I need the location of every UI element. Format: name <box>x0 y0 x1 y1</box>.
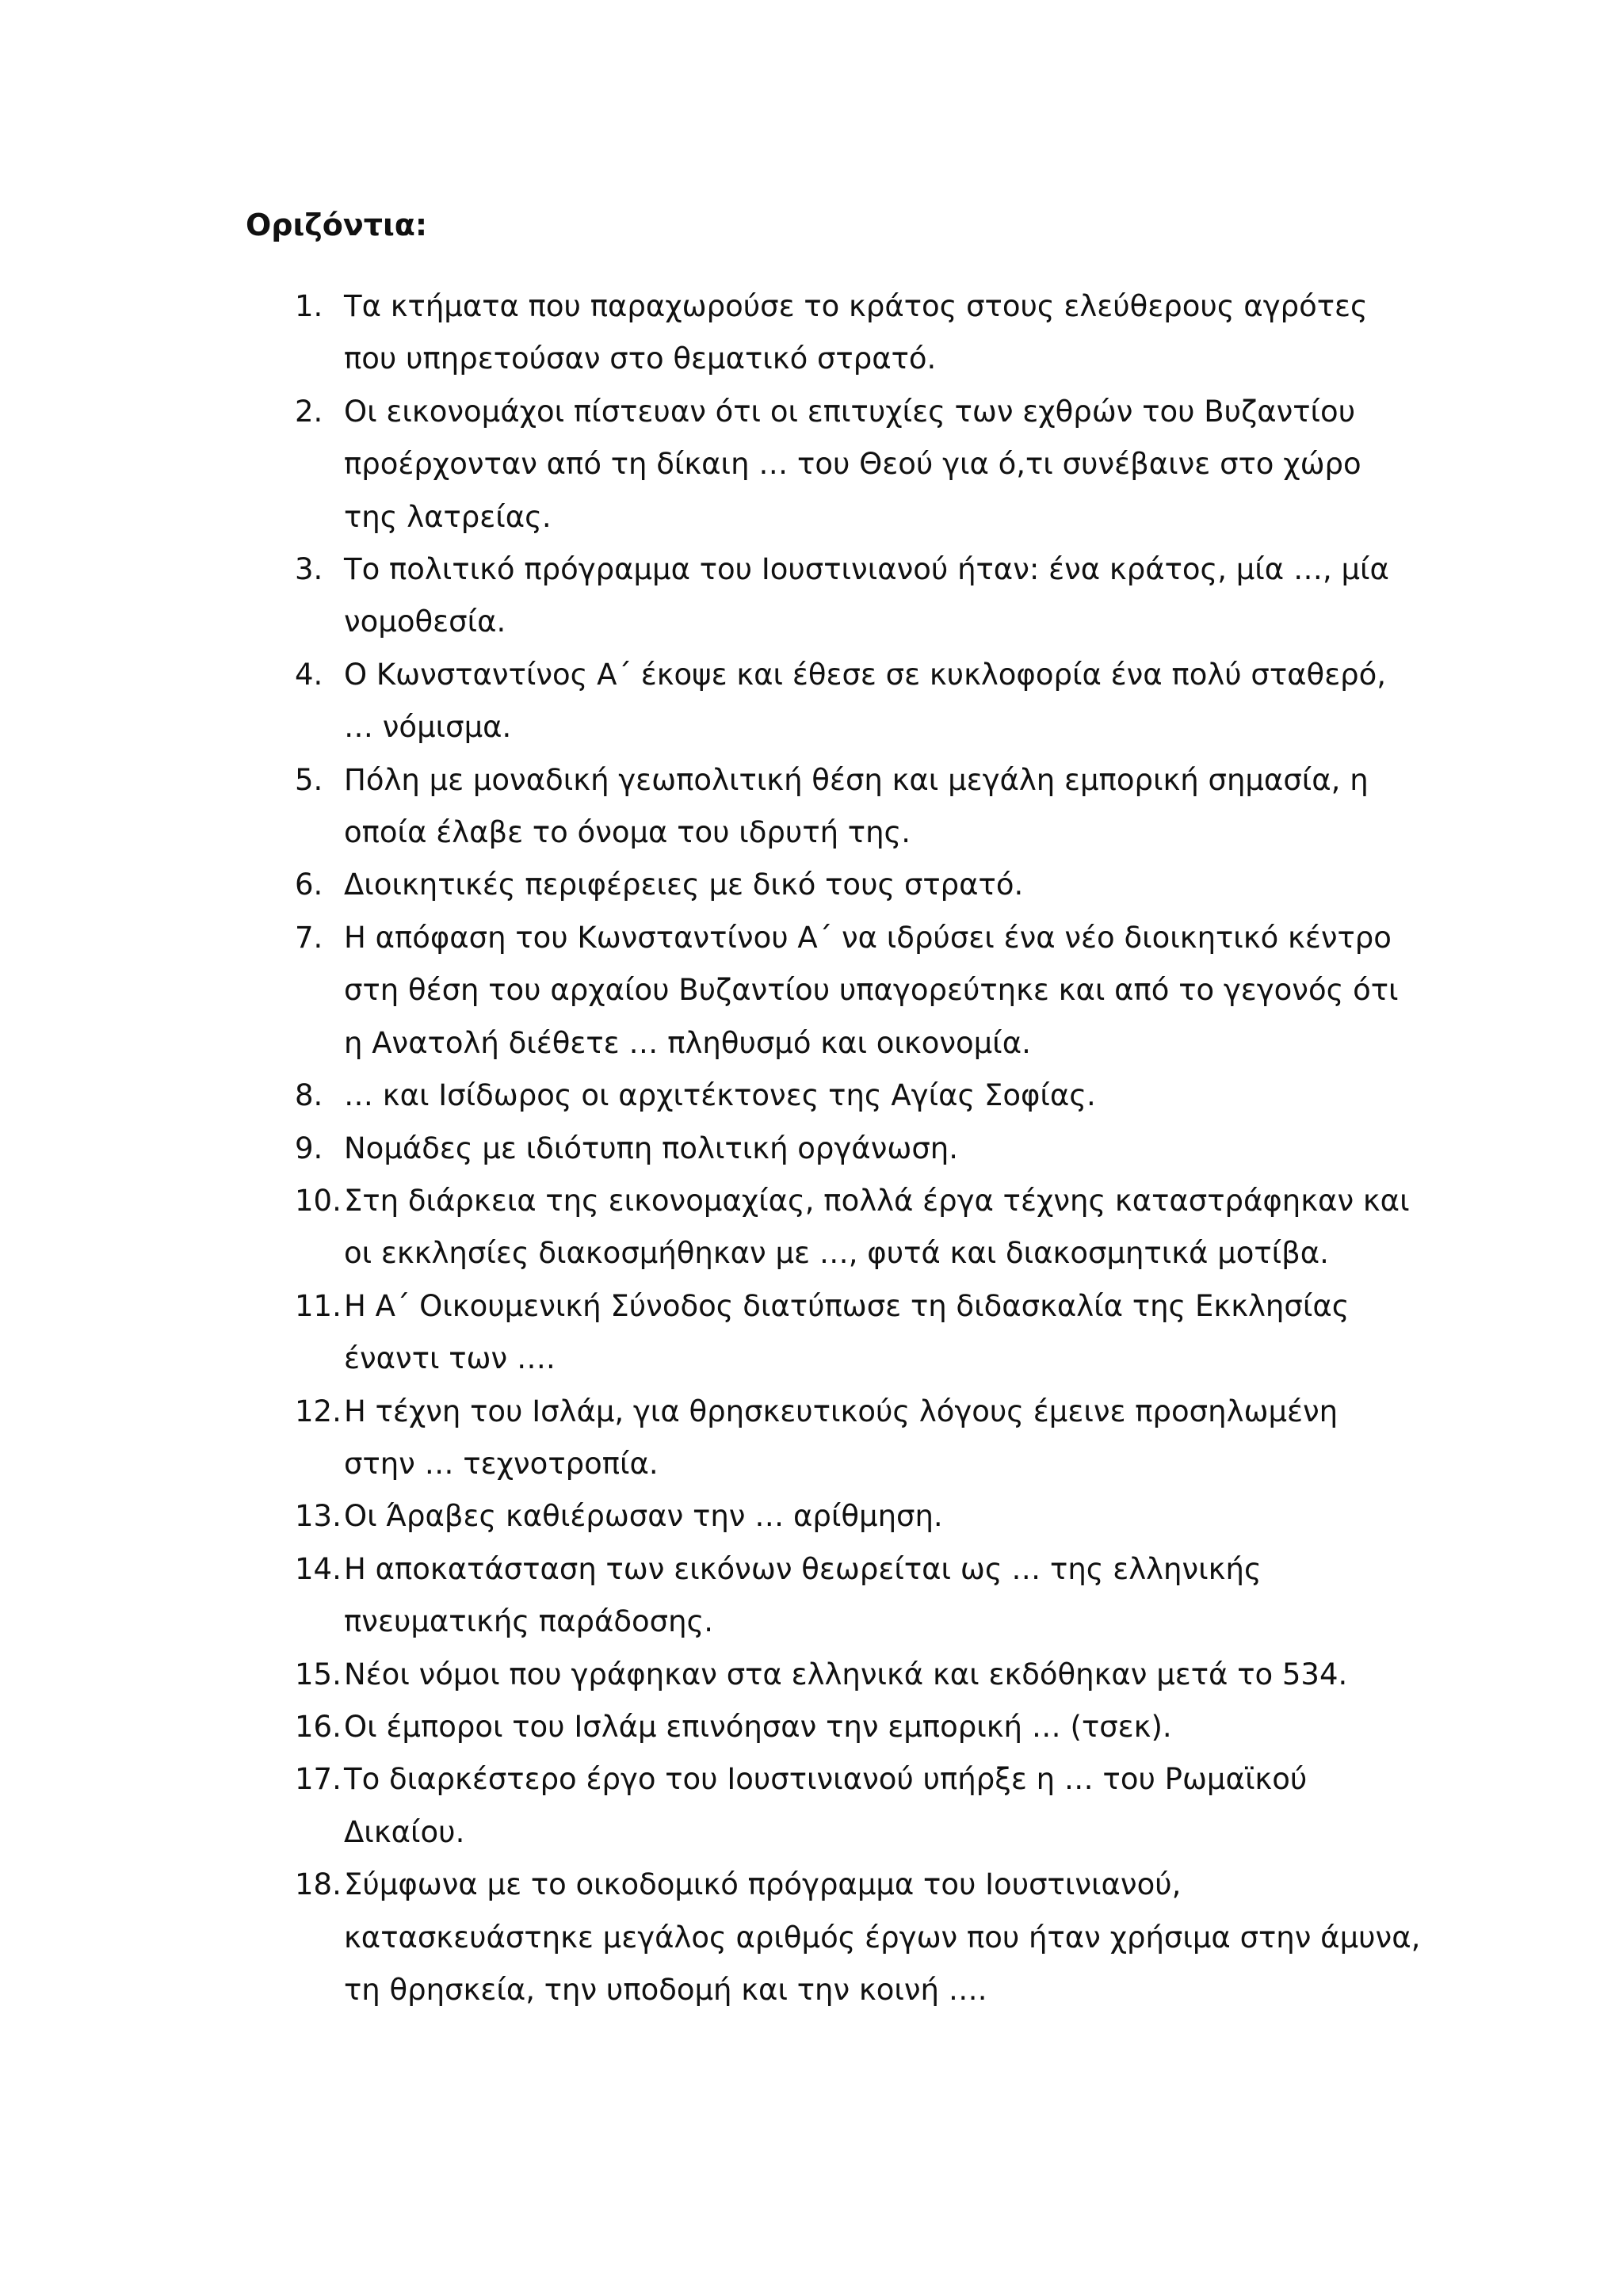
clue-text-line: Οι έμποροι του Ισλάμ επινόησαν την εμπορική … (τσεκ). <box>344 1709 1172 1744</box>
clue-text-line: Δικαίου. <box>344 1814 465 1849</box>
clue-text-line: στη θέση του αρχαίου Βυζαντίου υπαγορεύτηκε και από το γεγονός ότι <box>344 973 1399 1008</box>
clue-list <box>295 280 1421 2016</box>
clue-text-line: τη θρησκεία, την υποδομή και την κοινή …. <box>344 1973 987 2007</box>
clue-number: 11. <box>295 1288 342 1323</box>
clue-text-line: οποία έλαβε το όνομα του ιδρυτή της. <box>344 815 911 850</box>
clue-number: 15. <box>295 1657 342 1691</box>
clue-number: 18. <box>295 1867 342 1902</box>
clue-text-line: πνευματικής παράδοσης. <box>344 1604 714 1639</box>
clue-text-line: που υπηρετούσαν στο θεματικό στρατό. <box>344 341 937 376</box>
clue-text-line: Σύμφωνα με το οικοδομικό πρόγραμμα του Ιουστινιανού, <box>344 1867 1182 1902</box>
clue-text-line: Στη διάρκεια της εικονομαχίας, πολλά έργα τέχνης καταστράφηκαν και <box>344 1183 1410 1218</box>
clue-text-line: … και Ισίδωρος οι αρχιτέκτονες της Αγίας Σοφίας. <box>344 1078 1096 1113</box>
clue-number: 13. <box>295 1499 342 1534</box>
clue-text-line: στην … τεχνοτροπία. <box>344 1446 659 1481</box>
clue-text-line: Οι Άραβες καθιέρωσαν την … αρίθμηση. <box>344 1499 943 1534</box>
clue-number: 8. <box>295 1078 323 1113</box>
clue-text-line: Η απόφαση του Κωνσταντίνου Α΄ να ιδρύσει ένα νέο διοικητικό κέντρο <box>344 920 1392 955</box>
clue-text-line: Οι εικονομάχοι πίστευαν ότι οι επιτυχίες των εχθρών του Βυζαντίου <box>344 394 1356 429</box>
clue-item <box>295 280 1404 386</box>
clue-text-line: έναντι των …. <box>344 1341 556 1376</box>
clue-text-line: Νομάδες με ιδιότυπη πολιτική οργάνωση. <box>344 1131 959 1165</box>
clue-text-line: προέρχονταν από τη δίκαιη … του Θεού για ό,τι συνέβαινε στο χώρο <box>344 447 1361 482</box>
clue-number: 16. <box>295 1709 342 1744</box>
clue-text-line: Το πολιτικό πρόγραμμα του Ιουστινιανού ήταν: ένα κράτος, μία …, μία <box>344 552 1389 587</box>
clue-text-line: … νόμισμα. <box>344 710 512 745</box>
clue-text-line: Η Α΄ Οικουμενική Σύνοδος διατύπωσε τη διδασκαλία της Εκκλησίας <box>344 1288 1350 1323</box>
clue-text-line: Η τέχνη του Ισλάμ, για θρησκευτικούς λόγους έμεινε προσηλωμένη <box>344 1394 1338 1428</box>
clue-item <box>295 754 1404 860</box>
clue-item <box>295 1175 1410 1280</box>
clue-text-line: Πόλη με μοναδική γεωπολιτική θέση και μεγάλη εμπορική σημασία, η <box>344 762 1369 797</box>
section-heading: Οριζόντια: <box>246 208 428 242</box>
clue-item <box>295 1123 1404 1175</box>
clue-number: 5. <box>295 762 323 797</box>
clue-text-line: οι εκκλησίες διακοσμήθηκαν με …, φυτά και διακοσμητικά μοτίβα. <box>344 1236 1329 1271</box>
clue-text-line: Η αποκατάσταση των εικόνων θεωρείται ως … της ελληνικής <box>344 1551 1262 1586</box>
clue-text-line: Το διαρκέστερο έργο του Ιουστινιανού υπήρξε η … του Ρωμαϊκού <box>344 1762 1308 1797</box>
clue-item <box>295 1280 1404 1386</box>
clue-item <box>295 1070 1404 1122</box>
clue-item <box>295 1753 1404 1859</box>
clue-item <box>295 1386 1404 1491</box>
clue-number: 10. <box>295 1183 342 1218</box>
clue-text-line: κατασκευάστηκε μεγάλος αριθμός έργων που ήταν χρήσιμα στην άμυνα, <box>344 1920 1421 1955</box>
clue-number: 4. <box>295 657 323 692</box>
clue-number: 9. <box>295 1131 323 1165</box>
clue-item <box>295 649 1404 754</box>
clue-text-line: νομοθεσία. <box>344 605 506 639</box>
clue-text-line: η Ανατολή διέθετε … πληθυσμό και οικονομία. <box>344 1025 1031 1060</box>
clue-number: 1. <box>295 289 323 323</box>
clue-text-line: της λατρείας. <box>344 499 552 534</box>
clue-text-line: Διοικητικές περιφέρειες με δικό τους στρατό. <box>344 868 1024 902</box>
clue-text-line: Τα κτήματα που παραχωρούσε το κράτος στους ελεύθερους αγρότες <box>344 289 1368 323</box>
clue-number: 17. <box>295 1762 342 1797</box>
clue-item <box>295 1701 1404 1753</box>
clue-number: 3. <box>295 552 323 587</box>
clue-text-line: Νέοι νόμοι που γράφηκαν στα ελληνικά και εκδόθηκαν μετά το 534. <box>344 1657 1348 1691</box>
clue-item <box>295 1859 1421 2016</box>
clue-item <box>295 1490 1404 1543</box>
clue-item <box>295 1543 1404 1649</box>
clue-item <box>295 543 1404 649</box>
clue-number: 2. <box>295 394 323 429</box>
clue-number: 14. <box>295 1551 342 1586</box>
clue-item <box>295 859 1404 911</box>
clue-number: 6. <box>295 868 323 902</box>
clue-item <box>295 912 1404 1070</box>
clue-item <box>295 386 1404 543</box>
clue-number: 7. <box>295 920 323 955</box>
clue-item <box>295 1649 1404 1701</box>
clue-number: 12. <box>295 1394 342 1428</box>
clue-text-line: Ο Κωνσταντίνος Α΄ έκοψε και έθεσε σε κυκλοφορία ένα πολύ σταθερό, <box>344 657 1387 692</box>
